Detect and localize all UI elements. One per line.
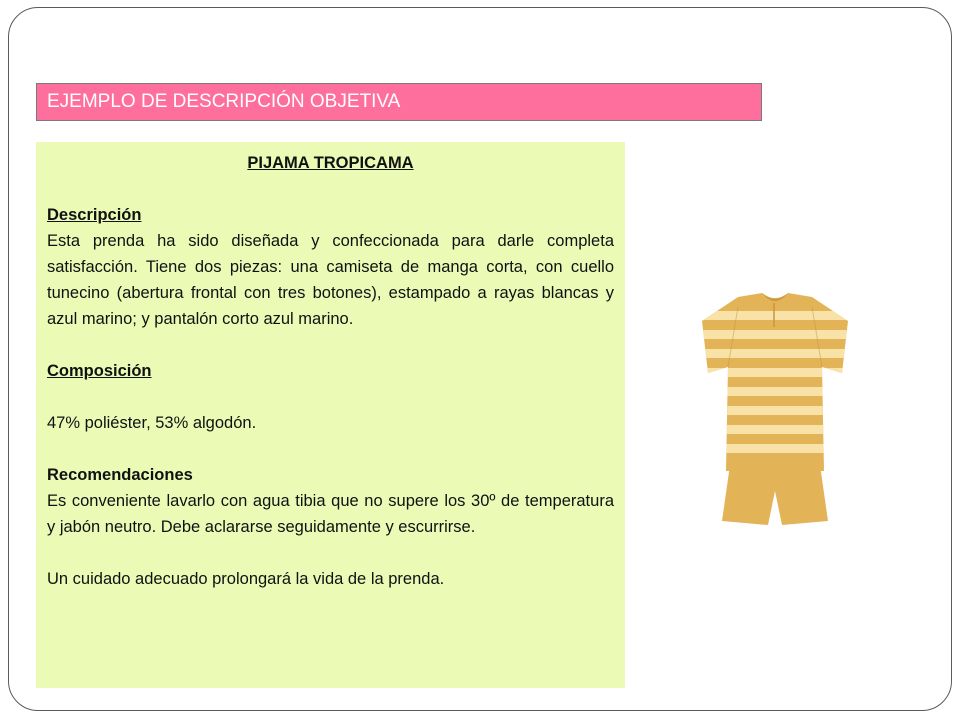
spacer xyxy=(47,436,614,462)
spacer xyxy=(47,540,614,566)
product-description-box xyxy=(36,142,625,688)
recommendations-heading: Recomendaciones xyxy=(47,466,193,484)
pajama-image xyxy=(700,293,850,525)
shorts-shape xyxy=(722,465,828,525)
spacer xyxy=(47,332,614,358)
composition-heading: Composición xyxy=(47,362,152,380)
composition-text: 47% poliéster, 53% algodón. xyxy=(47,414,257,432)
slide-title: EJEMPLO DE DESCRIPCIÓN OBJETIVA xyxy=(36,83,762,121)
closing-text: Un cuidado adecuado prolongará la vida de la prenda. xyxy=(47,570,445,588)
description-heading: Descripción xyxy=(47,206,142,224)
spacer xyxy=(47,176,614,202)
recommendations-text: Es conveniente lavarlo con agua tibia que no supere los 30º de temperatura y jabón neutro. Debe aclararse seguidamente y escurrirse. xyxy=(47,492,614,536)
description-text: Esta prenda ha sido diseñada y confeccionada para darle completa satisfacción. Tiene dos piezas: una camiseta de manga corta, con cuello tunecino (abertura frontal con tres botones), estampado a rayas blancas y azul marino; y pantalón corto azul marino. xyxy=(47,232,614,328)
spacer xyxy=(47,384,614,410)
product-name: PIJAMA TROPICAMA xyxy=(247,154,414,172)
